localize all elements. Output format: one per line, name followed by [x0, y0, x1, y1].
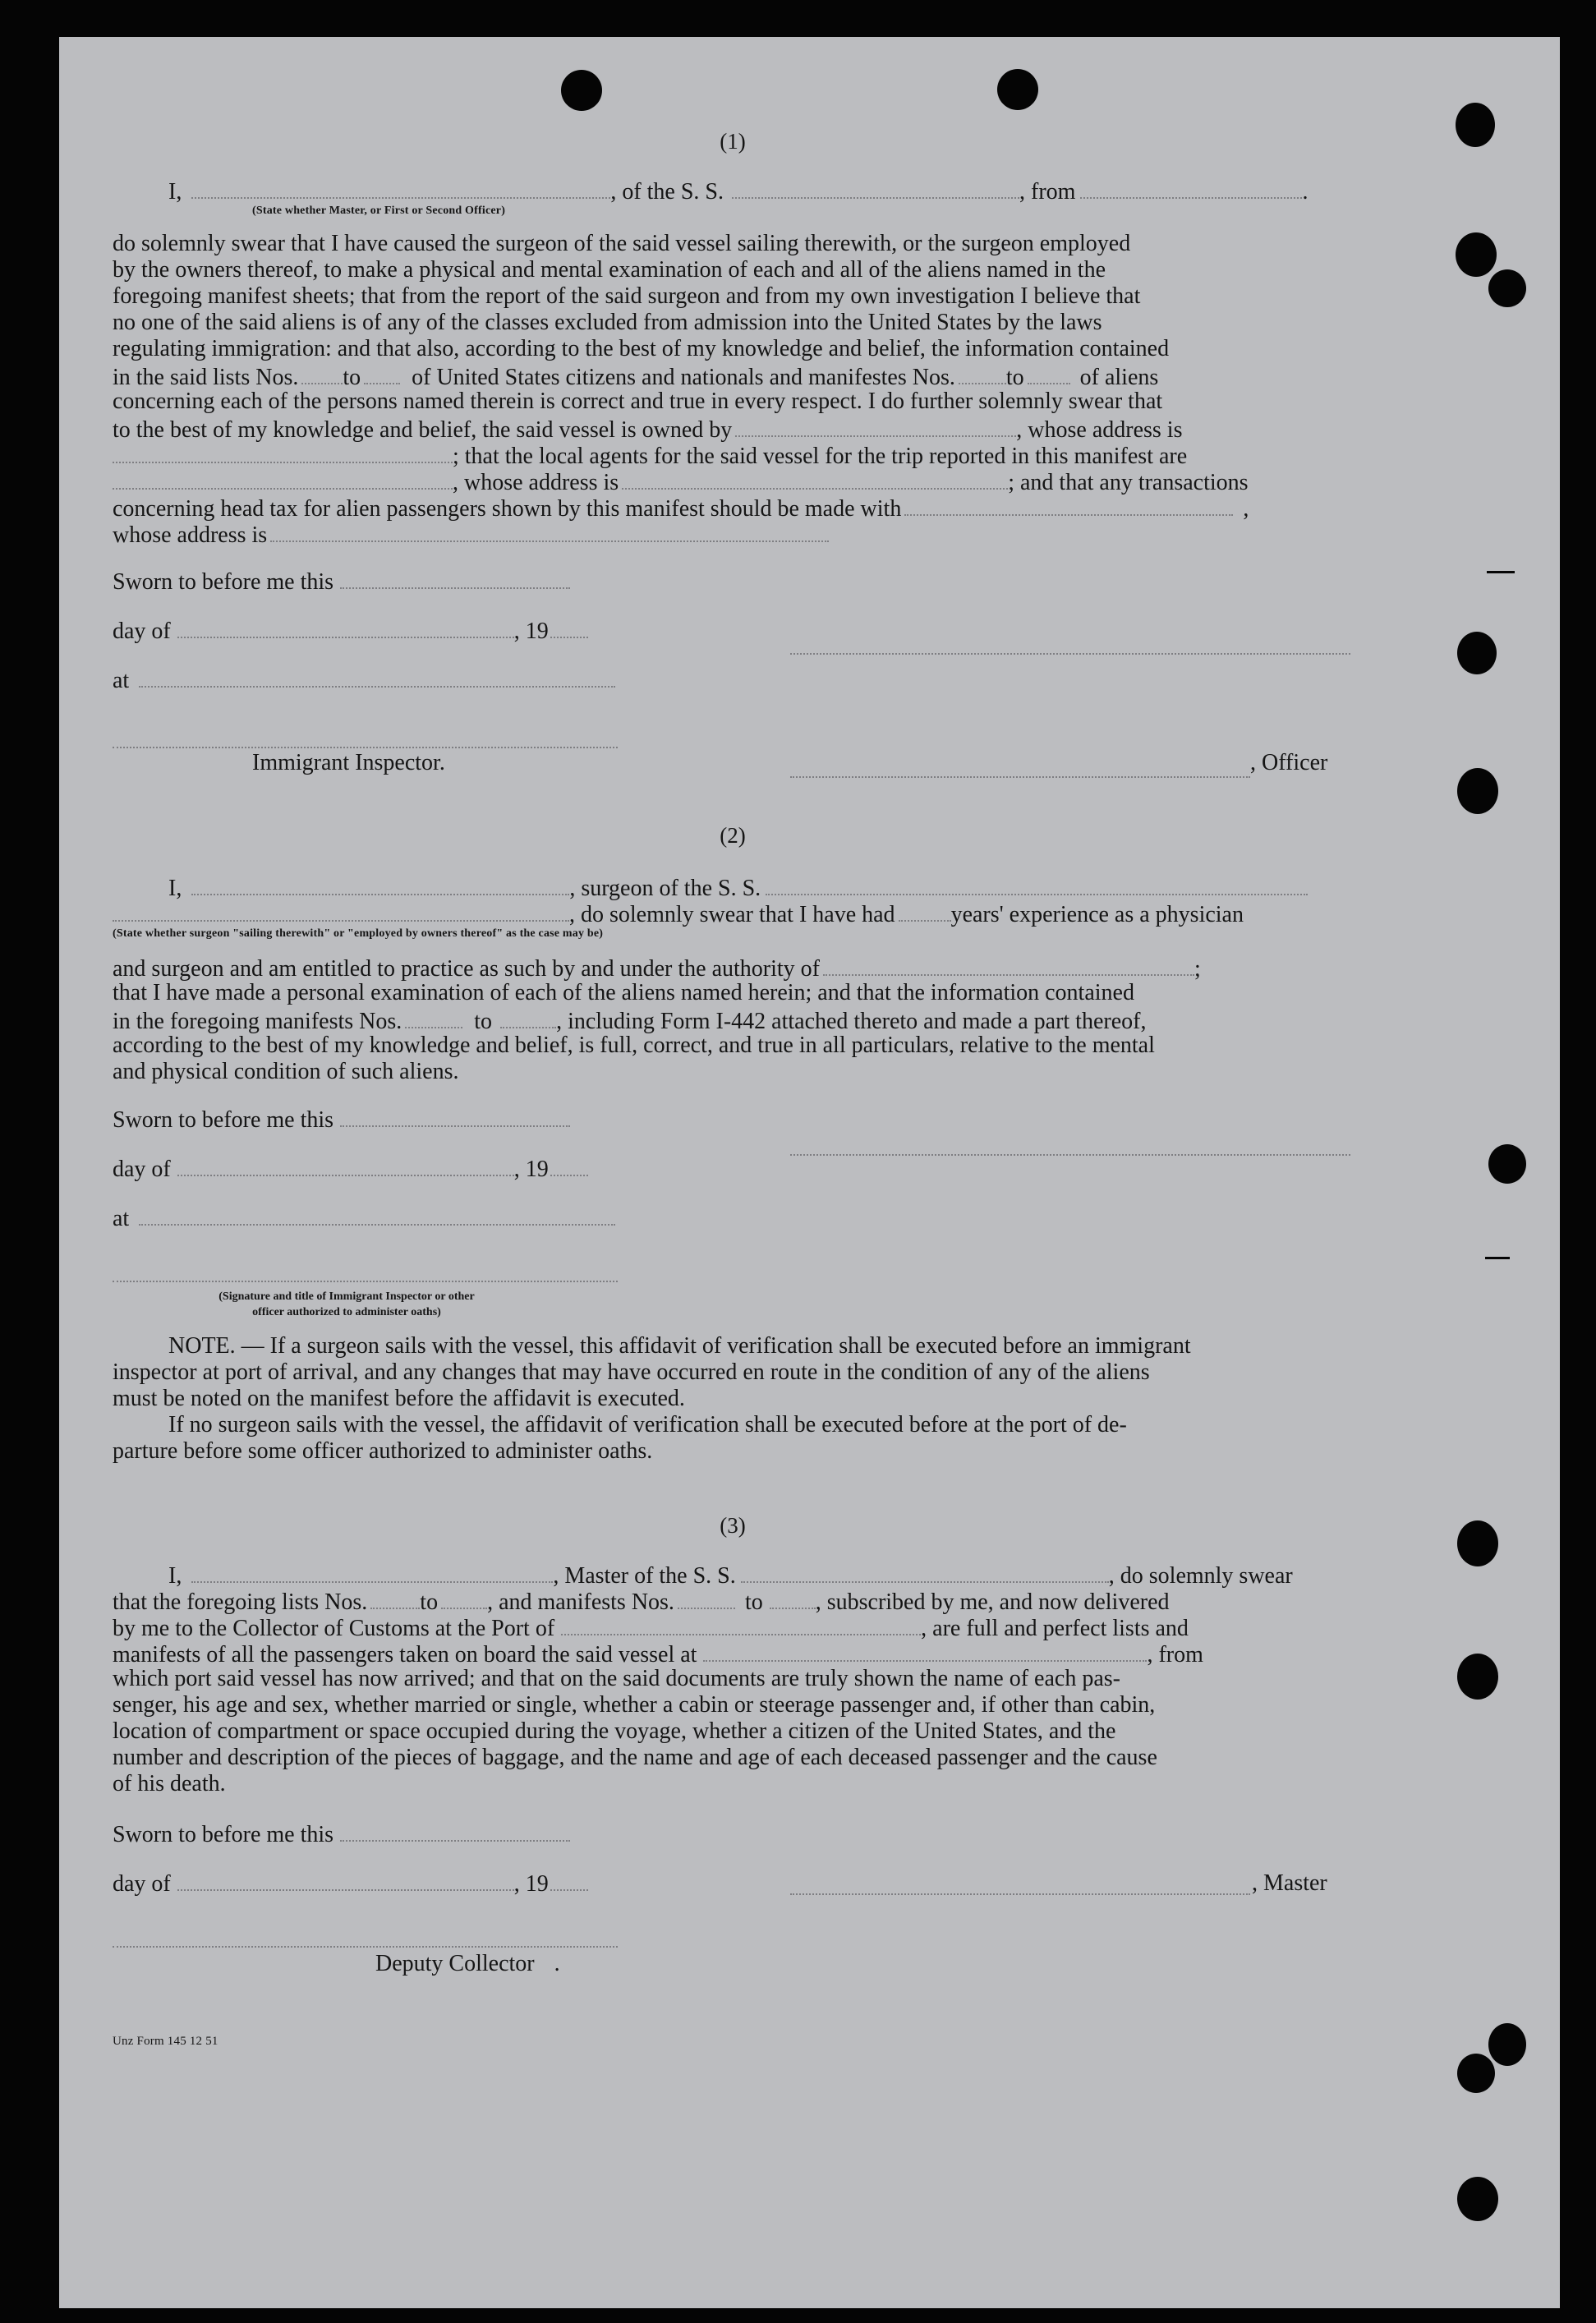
manifest-from-field[interactable] — [678, 1587, 735, 1609]
sworn-place-field[interactable] — [139, 1203, 615, 1226]
text-line: , whose address is ; and that any transactions — [113, 467, 1249, 496]
punch-hole — [561, 70, 602, 111]
edge-mark — [1485, 1257, 1510, 1259]
officer-title-field[interactable] — [191, 177, 610, 199]
punch-hole — [1488, 269, 1526, 307]
years-experience-field[interactable] — [899, 899, 951, 922]
list-from-field[interactable] — [370, 1587, 420, 1609]
text-line: to the best of my knowledge and belief, the said vessel is owned by , whose address is — [113, 415, 1182, 444]
inspector-title: Immigrant Inspector. — [252, 750, 445, 775]
day-of-label: day of , 19 — [113, 1869, 588, 1898]
text-line: number and description of the pieces of baggage, and the name and age of each deceased passenger and the cause — [113, 1745, 1157, 1770]
surgeon-name-field[interactable] — [191, 873, 569, 895]
list-to-field[interactable] — [364, 362, 400, 384]
text-line: by the owners thereof, to make a physical and mental examination of each and all of the aliens named in the — [113, 257, 1106, 283]
text-line: foregoing manifest sheets; that from the report of the said surgeon and from my own investigation I believe that — [113, 283, 1141, 309]
section-number: (3) — [720, 1513, 746, 1538]
form-number: Unz Form 145 12 51 — [113, 2035, 218, 2048]
sworn-month-field[interactable] — [177, 1154, 514, 1176]
owner-field[interactable] — [735, 415, 1016, 437]
head-tax-address-field[interactable] — [270, 520, 829, 542]
text-line: whose address is — [113, 520, 829, 549]
inspector-signature-line[interactable] — [113, 1279, 618, 1282]
signature-caption: (Signature and title of Immigrant Inspector or other officer authorized to administer oaths) — [218, 1290, 475, 1318]
sworn-place-field[interactable] — [139, 665, 615, 688]
note-text: NOTE. — If a surgeon sails with the vessel, this affidavit of verification shall be executed before an immigrant — [168, 1333, 1191, 1359]
list-from-field[interactable] — [301, 362, 343, 384]
manifest-to-field[interactable] — [500, 1006, 556, 1028]
master-title: , Master — [1252, 1870, 1327, 1896]
text-line: in the said lists Nos. to of United States citizens and nationals and manifestes Nos. to of aliens — [113, 362, 1158, 391]
punch-hole — [1457, 1654, 1498, 1700]
sworn-year-field[interactable] — [550, 1869, 588, 1891]
punch-hole — [1457, 2054, 1495, 2093]
punch-hole — [1457, 2177, 1498, 2221]
punch-hole — [1488, 2023, 1526, 2066]
text-line: and physical condition of such aliens. — [113, 1059, 459, 1084]
text-line: senger, his age and sex, whether married or single, whether a cabin or steerage passenger and, if other than cabin, — [113, 1692, 1156, 1718]
port-field[interactable] — [1080, 177, 1302, 199]
sworn-month-field[interactable] — [177, 616, 514, 638]
text-line: I, , Master of the S. S. , do solemnly swear — [168, 1561, 1293, 1589]
surgeon-vessel-field[interactable] — [766, 873, 1308, 895]
note-text: inspector at port of arrival, and any changes that may have occurred en route in the condition of any of the aliens — [113, 1359, 1150, 1385]
text-line: which port said vessel has now arrived; and that on the said documents are truly shown the name of each pas- — [113, 1666, 1120, 1691]
field-caption: (State whether Master, or First or Second Officer) — [252, 205, 506, 217]
section-number: (2) — [720, 823, 746, 848]
list-to-field[interactable] — [441, 1587, 487, 1609]
section-number: (1) — [720, 129, 746, 154]
punch-hole — [1456, 103, 1495, 147]
text-line: , do solemnly swear that I have had years' experience as a physician — [113, 899, 1244, 928]
text-line: regulating immigration: and that also, according to the best of my knowledge and belief, the information contained — [113, 336, 1170, 361]
agents-address-field[interactable] — [622, 467, 1008, 490]
document-page — [59, 37, 1560, 2308]
day-of-label: day of , 19 — [113, 616, 588, 645]
manifest-from-field[interactable] — [405, 1006, 462, 1028]
punch-hole — [1457, 632, 1497, 674]
punch-hole — [997, 69, 1038, 110]
sworn-label: Sworn to before me this — [113, 1819, 570, 1848]
text-line: no one of the said aliens is of any of the classes excluded from admission into the United States by the laws — [113, 310, 1102, 335]
boarding-port-field[interactable] — [703, 1640, 1147, 1662]
sworn-month-field[interactable] — [177, 1869, 514, 1891]
manifest-from-field[interactable] — [959, 362, 1006, 384]
officer-name-line[interactable] — [790, 775, 1250, 778]
text-line: and surgeon and am entitled to practice as such by and under the authority of ; — [113, 954, 1201, 982]
licensing-authority-field[interactable] — [823, 954, 1194, 976]
text-line: concerning head tax for alien passengers shown by this manifest should be made with , — [113, 494, 1249, 522]
punch-hole — [1457, 768, 1498, 814]
text-line: of his death. — [113, 1771, 226, 1796]
field-caption: (State whether surgeon "sailing therewith" or "employed by owners thereof" as the case may be) — [113, 927, 604, 940]
port-of-delivery-field[interactable] — [561, 1613, 921, 1635]
sworn-year-field[interactable] — [550, 1154, 588, 1176]
master-name-field[interactable] — [191, 1561, 553, 1583]
note-text: If no surgeon sails with the vessel, the affidavit of verification shall be executed before at the port of de- — [168, 1412, 1127, 1438]
agents-field[interactable] — [113, 467, 453, 490]
at-label: at — [113, 1203, 615, 1232]
edge-mark — [1487, 571, 1515, 573]
punch-hole — [1456, 232, 1497, 277]
deputy-signature-line[interactable] — [113, 1944, 618, 1948]
vessel-name-field[interactable] — [732, 177, 1019, 199]
owner-address-field[interactable] — [113, 441, 453, 463]
text-line: in the foregoing manifests Nos. to , including Form I-442 attached thereto and made a part thereof, — [113, 1006, 1146, 1035]
manifest-to-field[interactable] — [1028, 362, 1070, 384]
sworn-label: Sworn to before me this — [113, 1105, 570, 1134]
at-label: at — [113, 665, 615, 694]
text-line: by me to the Collector of Customs at the Port of , are full and perfect lists and — [113, 1613, 1189, 1642]
day-of-label: day of , 19 — [113, 1154, 588, 1183]
sworn-label: Sworn to before me this — [113, 567, 570, 596]
master-signature-line[interactable] — [790, 1892, 1250, 1895]
text-line: I, , of the S. S. , from . — [168, 177, 1308, 205]
text-line: I, , surgeon of the S. S. — [168, 873, 1308, 902]
deputy-collector-title: Deputy Collector . — [375, 1951, 560, 1976]
master-vessel-field[interactable] — [741, 1561, 1109, 1583]
punch-hole — [1457, 1520, 1498, 1566]
text-line: do solemnly swear that I have caused the surgeon of the said vessel sailing therewith, or the surgeon employed — [113, 231, 1131, 256]
sworn-day-field[interactable] — [340, 1105, 570, 1127]
head-tax-contact-field[interactable] — [904, 494, 1233, 516]
sworn-year-field[interactable] — [550, 616, 588, 638]
punch-hole — [1488, 1144, 1526, 1184]
inspector-signature-line[interactable] — [113, 745, 618, 748]
manifest-to-field[interactable] — [770, 1587, 816, 1609]
sworn-day-field[interactable] — [340, 1819, 570, 1842]
surgeon-signature-line[interactable] — [790, 1152, 1350, 1156]
sworn-day-field[interactable] — [340, 567, 570, 589]
note-text: must be noted on the manifest before the affidavit is executed. — [113, 1386, 685, 1411]
text-line: that the foregoing lists Nos. to , and manifests Nos. to , subscribed by me, and now delivered — [113, 1587, 1170, 1616]
text-line: ; that the local agents for the said vessel for the trip reported in this manifest are — [113, 441, 1187, 470]
surgeon-status-field[interactable] — [113, 899, 569, 922]
text-line: according to the best of my knowledge and belief, is full, correct, and true in all particulars, relative to the mental — [113, 1033, 1155, 1058]
note-text: parture before some officer authorized to administer oaths. — [113, 1438, 653, 1464]
text-line: location of compartment or space occupied during the voyage, whether a citizen of the United States, and the — [113, 1718, 1116, 1744]
text-line: that I have made a personal examination of each of the aliens named herein; and that the information contained — [113, 980, 1134, 1005]
text-line: concerning each of the persons named therein is correct and true in every respect. I do further solemnly swear that — [113, 389, 1163, 414]
text-line: manifests of all the passengers taken on board the said vessel at , from — [113, 1640, 1203, 1668]
officer-title: , Officer — [1250, 750, 1328, 775]
officer-signature-line[interactable] — [790, 651, 1350, 655]
